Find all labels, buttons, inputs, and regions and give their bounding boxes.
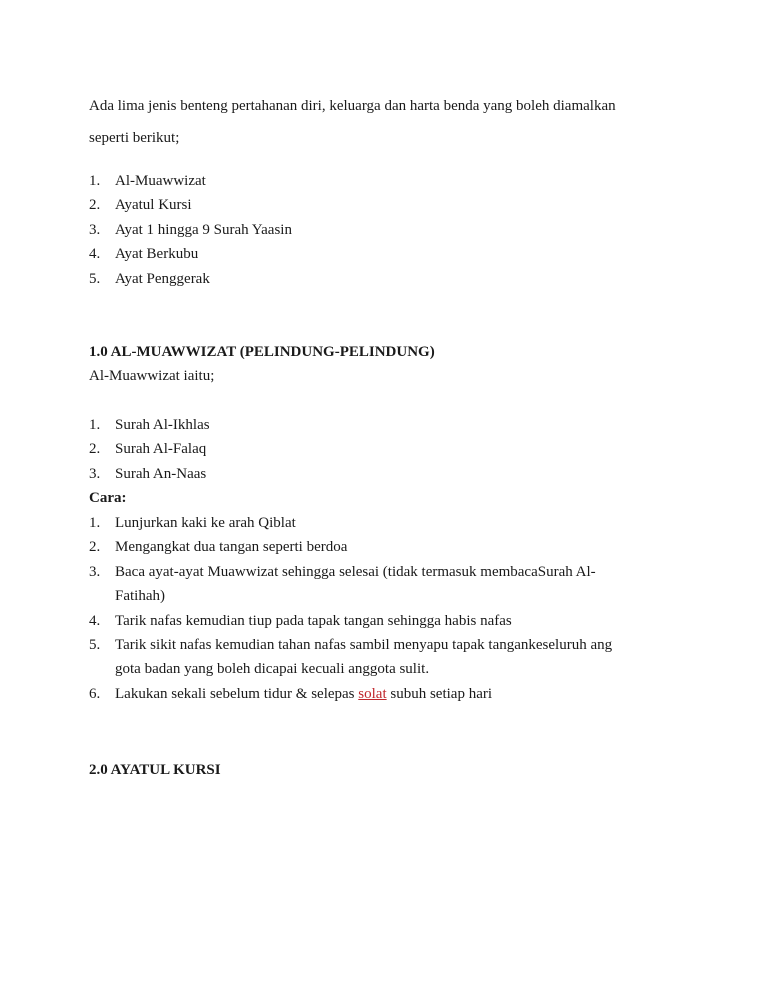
list-item: 3. Ayat 1 hingga 9 Surah Yaasin — [89, 221, 292, 238]
list-item: 3. Surah An-Naas — [89, 465, 207, 482]
list-item: 2. Surah Al-Falaq — [89, 441, 207, 458]
list-item: 1. Al-Muawwizat — [89, 173, 206, 189]
solat-link[interactable]: solat — [358, 685, 387, 702]
cara-label: Cara: — [89, 490, 127, 506]
surah-list — [89, 413, 689, 486]
list-item: 1. Surah Al-Ikhlas — [89, 417, 210, 433]
types-list — [89, 169, 689, 291]
list-item: 2. Ayatul Kursi — [89, 197, 192, 214]
list-item: 4. Tarik nafas kemudian tiup pada tapak tangan sehingga habis nafas — [89, 612, 512, 629]
list-item: 5. Tarik sikit nafas kemudian tahan nafas sambil menyapu tapak tangankeseluruh ang gota badan yang boleh dicapai kecuali anggota sulit. — [89, 637, 613, 678]
section2-heading: 2.0 AYATUL KURSI — [89, 762, 221, 778]
list-item: 4. Ayat Berkubu — [89, 246, 199, 263]
section1-heading: 1.0 AL-MUAWWIZAT (PELINDUNG-PELINDUNG) — [89, 344, 435, 360]
section1-subtitle: Al-Muawwizat iaitu; — [89, 368, 215, 384]
steps-list — [89, 511, 689, 706]
list-item: 3. Baca ayat-ayat Muawwizat sehingga selesai (tidak termasuk membacaSurah Al- Fatihah) — [89, 563, 596, 605]
intro-paragraph — [89, 94, 689, 150]
list-item: 5. Ayat Penggerak — [89, 270, 210, 287]
list-item: 2. Mengangkat dua tangan seperti berdoa — [89, 539, 348, 556]
list-item: 1. Lunjurkan kaki ke arah Qiblat — [89, 515, 296, 531]
intro-line-2: seperti berikut; — [89, 130, 180, 146]
intro-line-1: Ada lima jenis benteng pertahanan diri, keluarga dan harta benda yang boleh diamalkan — [89, 98, 616, 114]
list-item: 6. Lakukan sekali sebelum tidur & selepas solat subuh setiap hari — [89, 685, 493, 702]
